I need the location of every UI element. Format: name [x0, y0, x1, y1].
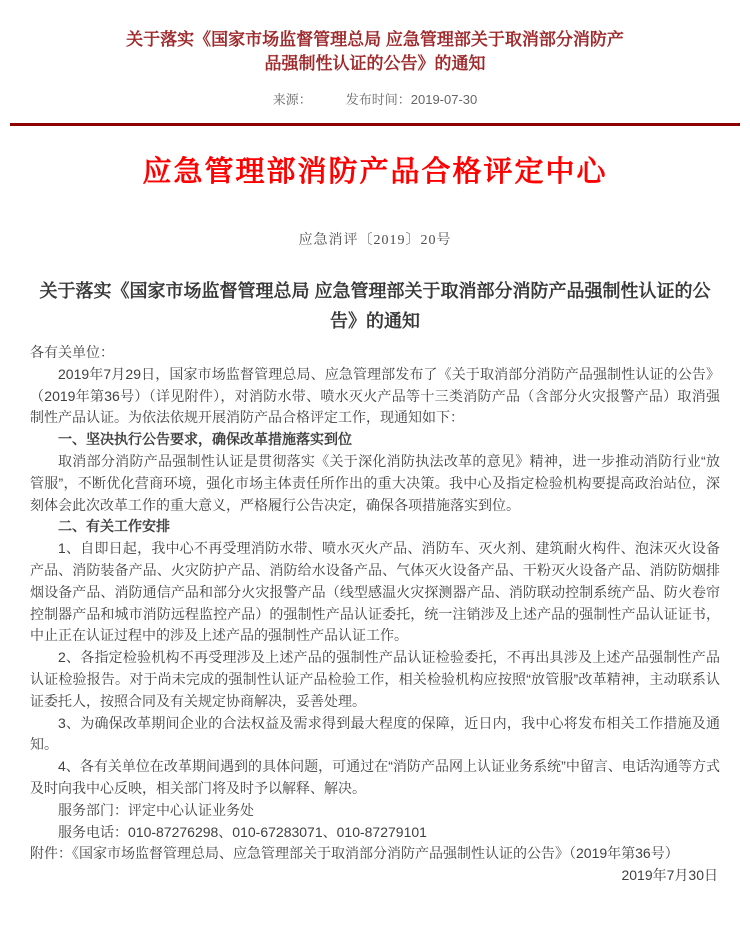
section-1-body: 取消部分消防产品强制性认证是贯彻落实《关于深化消防执法改革的意见》精神，进一步推动消防行业“放管服”，不断优化营商环境，强化市场主体责任所作出的重大决策。我中心及指定检验机构要提高政治站位，深刻体会此次改革工作的重大意义，严格履行公告决定，确保各项措施落实到位。 — [30, 452, 720, 513]
work-item-4: 4、各有关单位在改革期间遇到的具体问题，可通过在“消防产品网上认证业务系统”中留言、电话沟通等方式及时向我中心反映，相关部门将及时予以解释、解决。 — [30, 758, 720, 796]
publish-date: 2019-07-30 — [410, 92, 478, 107]
page-title: 关于落实《国家市场监督管理总局 应急管理部关于取消部分消防产品强制性认证的公告》的通知 — [126, 30, 624, 73]
attachment-line: 附件：《国家市场监督管理总局、应急管理部关于取消部分消防产品强制性认证的公告》（2019年第36号） — [30, 845, 679, 862]
doc-body — [0, 336, 750, 887]
doc-number: 应急消评〔2019〕20号 — [298, 233, 452, 248]
salutation: 各有关单位： — [30, 344, 114, 360]
sign-date: 2019年7月30日 — [621, 867, 718, 884]
source-label: 来源： — [272, 92, 312, 107]
work-item-2: 2、各指定检验机构不再受理涉及上述产品的强制性产品认证检验委托，不再出具涉及上述产品强制性产品认证检验报告。对于尚未完成的强制性认证产品检验工作，相关检验机构应按照“放管服”改革精神，主动联系认证委托人，按照合同及有关规定协商解决，妥善处理。 — [30, 649, 720, 709]
work-item-3: 3、为确保改革期间企业的合法权益及需求得到最大程度的保障，近日内，我中心将发布相关工作措施及通知。 — [30, 714, 720, 753]
section-1-heading: 一、坚决执行公告要求，确保改革措施落实到位 — [58, 431, 352, 448]
section-2-heading: 二、有关工作安排 — [58, 518, 170, 535]
service-department-line: 服务部门：评定中心认证业务处 — [58, 801, 254, 818]
intro-paragraph: 2019年7月29日，国家市场监督管理总局、应急管理部发布了《关于取消部分消防产品强制性认证的公告》（2019年第36号）（详见附件），对消防水带、喷水灭火产品等十三类消防产品（含部分火灾报警产品）取消强制性产品认证。为依法依规开展消防产品合格评定工作，现通知如下： — [30, 365, 720, 426]
header-divider — [10, 123, 740, 126]
work-item-1: 1、自即日起，我中心不再受理消防水带、喷水灭火产品、消防车、灭火剂、建筑耐火构件、泡沫灭火设备产品、消防装备产品、火灾防护产品、消防给水设备产品、气体灭火设备产品、干粉灭火设备产品、消防防烟排烟设备产品、消防通信产品和部分火灾报警产品（线型感温火灾探测器产品、消防联动控制系统产品、防火卷帘控制器产品和城市消防远程监控产品）的强制性产品认证委托，统一注销涉及上述产品的强制性产品认证证书，中止正在认证过程中的涉及上述产品的强制性产品认证工作。 — [30, 540, 720, 644]
org-title: 应急管理部消防产品合格评定中心 — [142, 156, 608, 188]
service-phone-line: 服务电话：010-87276298、010-67283071、010-87279101 — [58, 823, 427, 840]
doc-title: 关于落实《国家市场监督管理总局 应急管理部关于取消部分消防产品强制性认证的公告》的通知 — [39, 281, 711, 331]
publish-time-label: 发布时间： — [345, 92, 411, 107]
meta-line — [0, 92, 750, 108]
